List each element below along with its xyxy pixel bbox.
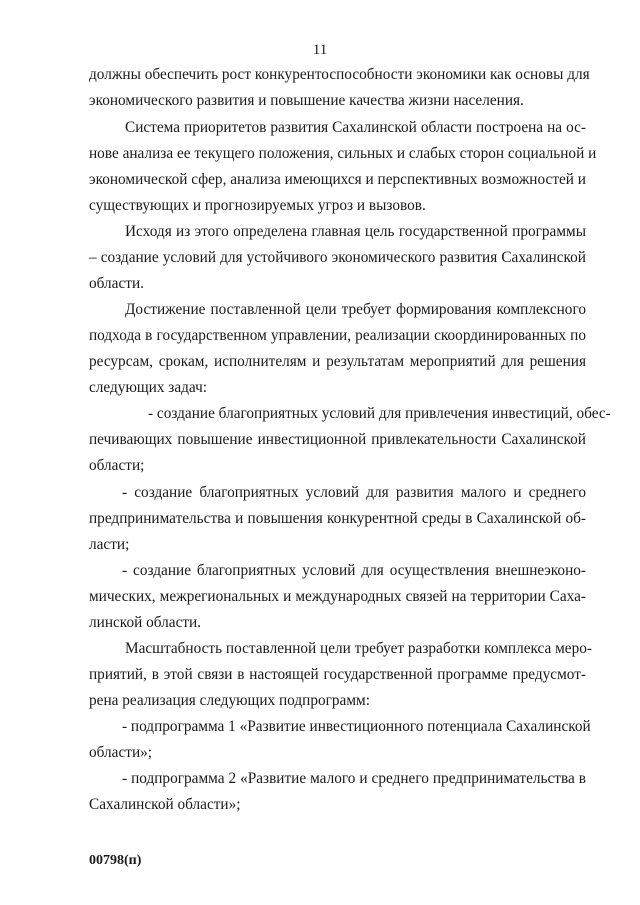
text-line: области; xyxy=(89,457,145,474)
text-line: - подпрограмма 2 «Развитие малого и среднего предпринимательства в xyxy=(122,770,586,787)
text-line: линской области. xyxy=(89,614,202,631)
text-line: экономической сфер, анализа имеющихся и перспективных возможностей и xyxy=(89,171,586,188)
text-line: приятий, в этой связи в настоящей государственной программе предусмот- xyxy=(89,666,586,683)
text-line: мических, межрегиональных и международных связей на территории Саха- xyxy=(89,588,586,605)
text-line: существующих и прогнозируемых угроз и вызовов. xyxy=(89,197,426,214)
text-line: – создание условий для устойчивого экономического развития Сахалинской xyxy=(89,249,586,266)
text-line: Масштабность поставленной цели требует разработки комплекса меро- xyxy=(125,640,592,657)
text-line: Сахалинской области»; xyxy=(89,796,241,813)
text-line: Система приоритетов развития Сахалинской области построена на ос- xyxy=(125,119,586,136)
text-line: - создание благоприятных условий для развития малого и среднего xyxy=(122,484,586,501)
text-line: нове анализа ее текущего положения, сильных и слабых сторон социальной и xyxy=(89,145,597,162)
text-line: печивающих повышение инвестиционной привлекательности Сахалинской xyxy=(89,431,586,448)
text-line: области. xyxy=(89,275,144,292)
text-line: Достижение поставленной цели требует формирования комплексного xyxy=(125,301,586,318)
text-line: должны обеспечить рост конкурентоспособности экономики как основы для xyxy=(89,66,590,83)
text-line: - создание благоприятных условий для привлечения инвестиций, обес- xyxy=(148,405,611,422)
text-line: области»; xyxy=(89,744,153,761)
text-line: ласти; xyxy=(89,536,130,553)
text-line: - создание благоприятных условий для осуществления внешнеэконо- xyxy=(122,562,586,579)
text-line: Исходя из этого определена главная цель государственной программы xyxy=(125,223,586,240)
text-line: ресурсам, срокам, исполнителям и результатам мероприятий для решения xyxy=(89,353,586,370)
text-line: - подпрограмма 1 «Развитие инвестиционного потенциала Сахалинской xyxy=(122,718,591,735)
text-line: следующих задач: xyxy=(89,379,208,396)
page-number: 11 xyxy=(312,42,328,58)
text-line: предпринимательства и повышения конкурентной среды в Сахалинской об- xyxy=(89,510,586,527)
text-line: рена реализация следующих подпрограмм: xyxy=(89,692,370,709)
document-code: 00798(п) xyxy=(89,853,142,868)
text-line: подхода в государственном управлении, реализации скоординированных по xyxy=(89,327,586,344)
text-line: экономического развития и повышение качества жизни населения. xyxy=(89,92,524,109)
